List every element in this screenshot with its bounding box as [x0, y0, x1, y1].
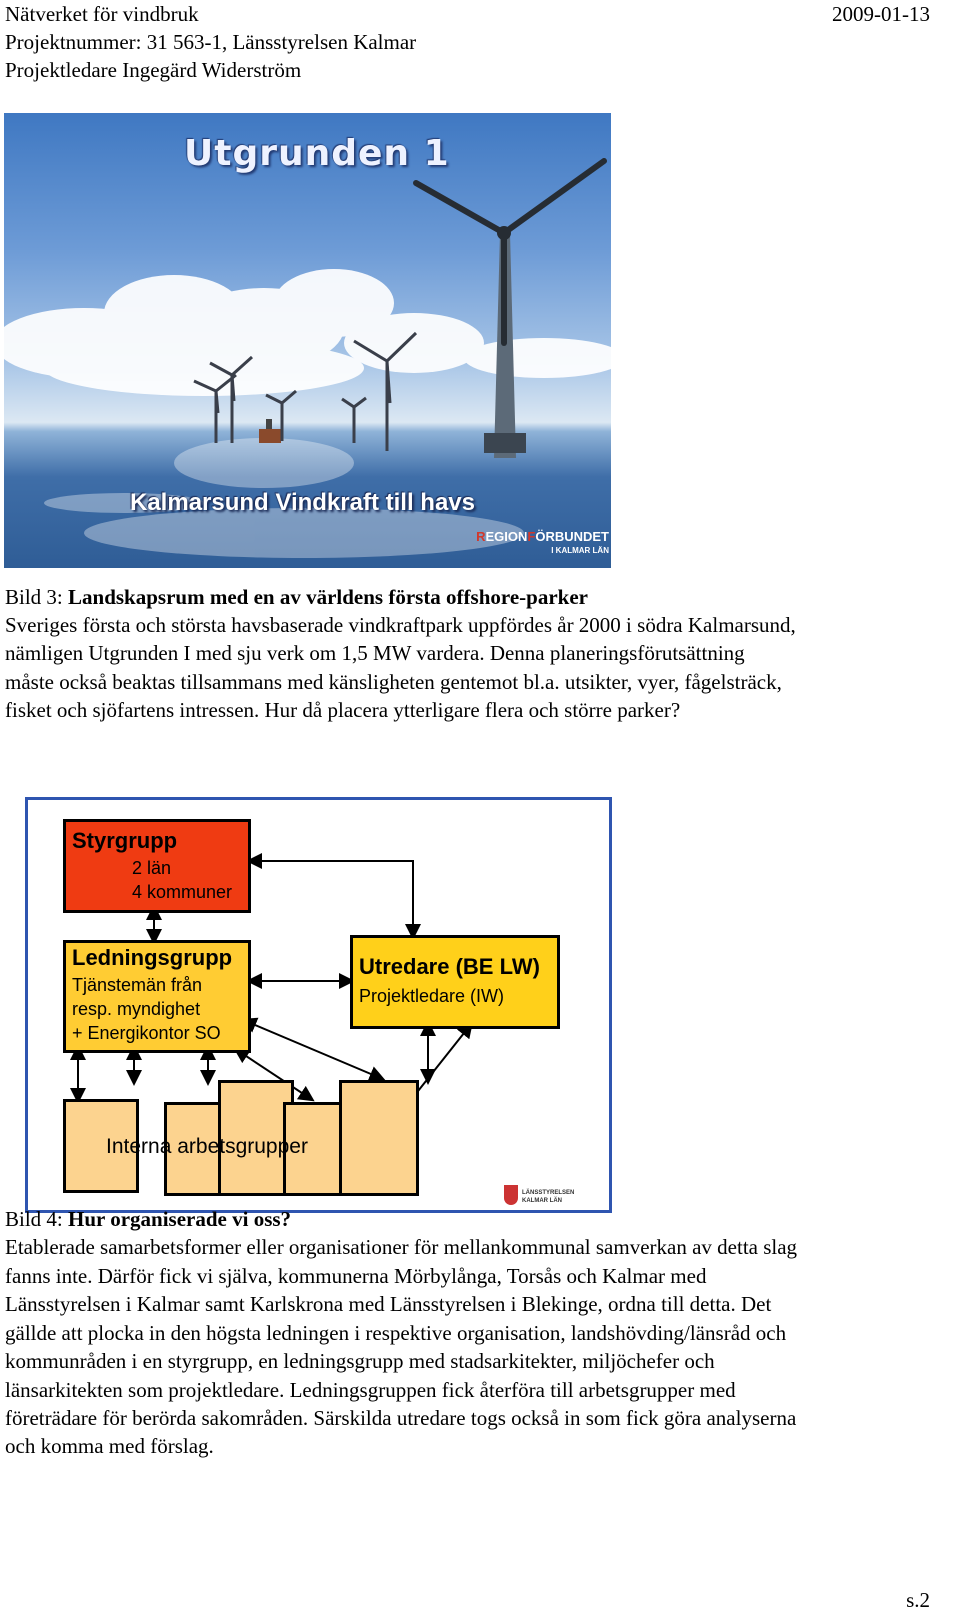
caption3-line: måste också beaktas tillsammans med känsligheten gentemot bl.a. utsikter, vyer, fågelsträck, — [5, 670, 782, 694]
logo-subtext: I KALMAR LÄN — [551, 546, 609, 555]
header-date: 2009-01-13 — [832, 2, 930, 26]
styrgrupp-title: Styrgrupp — [72, 828, 178, 853]
header-leader: Projektledare Ingegärd Widerström — [5, 58, 302, 82]
ledningsgrupp-line: + Energikontor SO — [72, 1023, 221, 1043]
styrgrupp-box — [63, 819, 251, 913]
ledningsgrupp-title: Ledningsgrupp — [72, 945, 233, 970]
ledningsgrupp-box — [63, 940, 251, 1053]
utredare-box — [350, 935, 560, 1029]
workgroups-label: Interna arbetsgrupper — [106, 1135, 308, 1158]
caption3-line: nämligen Utgrunden I med sju verk om 1,5 MW vardera. Denna planeringsförutsättning — [5, 641, 745, 665]
styrgrupp-line: 4 kommuner — [132, 882, 233, 902]
logo-line: KALMAR LÄN — [522, 1198, 562, 1204]
lansstyrelsen-logo — [504, 1185, 619, 1211]
caption3-prefix: Bild 3: — [5, 585, 69, 609]
page-number: s.2 — [906, 1588, 930, 1612]
logo-text-orbundet: ÖRBUNDET — [535, 529, 609, 544]
caption3-heading — [5, 583, 588, 611]
wind-farm-photo — [4, 113, 611, 568]
caption4-line: Etablerade samarbetsformer eller organisationer för mellankommunal samverkan av detta slag — [5, 1235, 798, 1259]
header-org: Nätverket för vindbruk — [5, 2, 199, 26]
photo-subtitle: Kalmarsund Vindkraft till havs — [130, 489, 475, 516]
caption4-heading — [5, 1205, 291, 1233]
logo-text-egion: EGION — [485, 529, 528, 544]
photo-title: Utgrunden 1 — [184, 133, 450, 174]
header-project: Projektnummer: 31 563-1, Länsstyrelsen Kalmar — [5, 30, 417, 54]
caption3-title: Landskapsrum med en av världens första offshore-parker — [68, 585, 588, 609]
crest-icon — [504, 1185, 518, 1205]
caption4-line: och komma med förslag. — [5, 1434, 214, 1458]
caption4-line: gällde att plocka in den högsta ledningen i respektive organisation, landshövding/länsråd och — [5, 1321, 787, 1345]
styrgrupp-line: 2 län — [132, 858, 172, 878]
logo-line: LÄNSSTYRELSEN — [522, 1190, 575, 1196]
ledningsgrupp-line: Tjänstemän från — [72, 975, 203, 995]
caption3-line: fisket och sjöfartens intressen. Hur då placera ytterligare flera och större parker? — [5, 698, 681, 722]
caption4-line: kommunråden i en styrgrupp, en ledningsgrupp med stadsarkitekter, miljöchefer och — [5, 1349, 715, 1373]
regionforbundet-logo — [476, 530, 609, 558]
logo-letter-f: F — [527, 529, 536, 544]
utredare-line: Projektledare (IW) — [359, 986, 505, 1006]
caption4-line: fanns inte. Därför fick vi själva, kommunerna Mörbylånga, Torsås och Kalmar med — [5, 1264, 707, 1288]
caption4-prefix: Bild 4: — [5, 1207, 69, 1231]
utredare-title: Utredare (BE LW) — [359, 954, 540, 979]
caption4-title: Hur organiserade vi oss? — [68, 1207, 292, 1231]
caption4-line: Länsstyrelsen i Kalmar samt Karlskrona med Länsstyrelsen i Blekinge, ordna till detta. Det — [5, 1292, 772, 1316]
caption4-line: länsarkitekten som projektledare. Ledningsgruppen fick återföra till arbetsgrupper med — [5, 1378, 736, 1402]
ledningsgrupp-line: resp. myndighet — [72, 999, 201, 1019]
caption4-line: företrädare för berörda sakområden. Särskilda utredare togs också in som fick göra analyserna — [5, 1406, 797, 1430]
org-chart — [25, 797, 612, 1213]
caption3-line: Sveriges första och största havsbaserade vindkraftpark uppfördes år 2000 i södra Kalmarsund, — [5, 613, 796, 637]
logo-letter-r: R — [476, 529, 486, 544]
workgroup-box — [339, 1080, 419, 1196]
